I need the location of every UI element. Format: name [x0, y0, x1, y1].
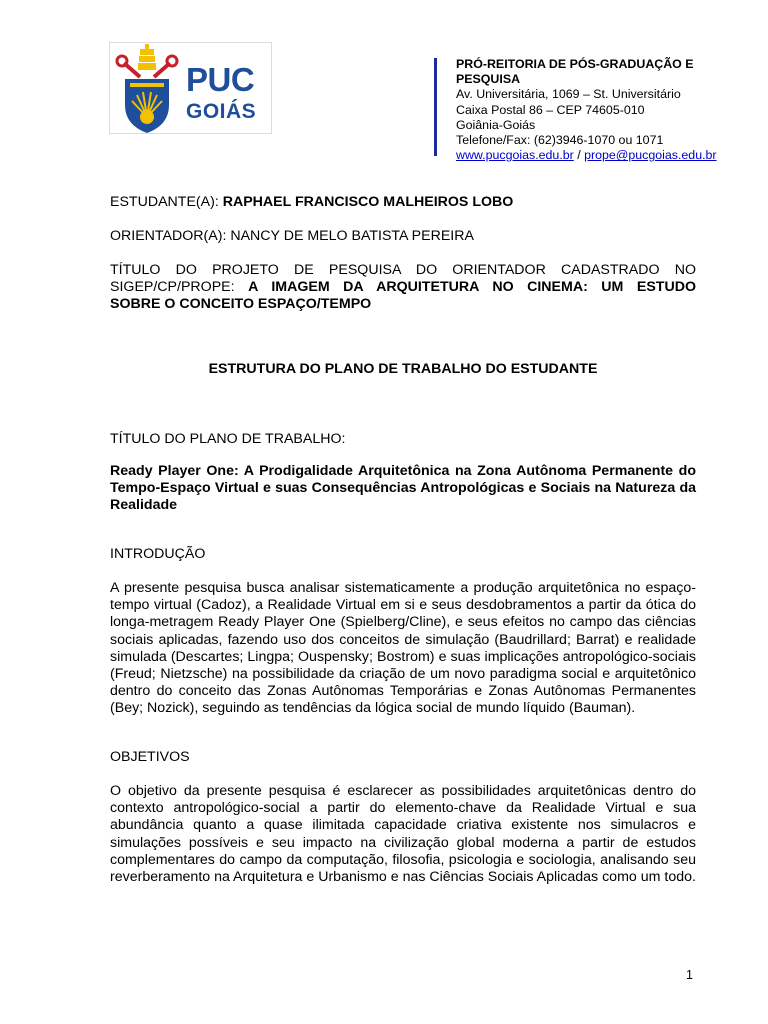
website-link[interactable]: www.pucgoias.edu.br [456, 148, 574, 163]
project-title-line2: SOBRE O CONCEITO ESPAÇO/TEMPO [110, 296, 372, 313]
header-phone: Telefone/Fax: (62)3946-1070 ou 1071 [456, 133, 664, 148]
puc-goias-logo [109, 42, 272, 134]
header-divider [434, 58, 437, 156]
project-title-block [110, 262, 696, 314]
student-line [110, 194, 696, 211]
logo-puc-text: PUC [186, 61, 255, 98]
objectives-heading: OBJETIVOS [110, 749, 190, 765]
advisor-name: NANCY DE MELO BATISTA PEREIRA [230, 228, 474, 244]
project-line2 [110, 279, 696, 296]
introduction-text: A presente pesquisa busca analisar sistematicamente a produção arquitetônica no espaço-tempo virtual (Cadoz), a Realidade Virtual em si e seus desdobramentos a partir da ótica do longa-metragem Ready Player One (Spielberg/Cline), e seus efeitos no campo das ciências sociais aplicadas, fazendo uso dos conceitos de simulação (Baudrillard; Barrat) e realidade simulada (Descartes; Lingpa; Ouspensky; Bostrom) e suas implicações antropológico-sociais (Freud; Nietzsche) na possibilidade da criação de um novo paradigma social e arquitetônico dentro do conceito das Zonas Autônomas Temporárias e Zonas Autônomas Permanentes (Bey; Nozick), seguindo as tendências da lógica social de mundo líquido (Bauman). [110, 580, 696, 717]
introduction-heading: INTRODUÇÃO [110, 546, 206, 562]
links-separator: / [573, 148, 585, 163]
header-links [456, 148, 756, 163]
header-address: Av. Universitária, 1069 – St. Universitário [456, 87, 681, 102]
section-heading: ESTRUTURA DO PLANO DE TRABALHO DO ESTUDANTE [208, 361, 598, 377]
email-link[interactable]: prope@pucgoias.edu.br [584, 148, 717, 163]
header-city: Goiânia-Goiás [456, 117, 536, 132]
plan-title-label: TÍTULO DO PLANO DE TRABALHO: [110, 431, 346, 447]
plan-title: Ready Player One: A Prodigalidade Arquitetônica na Zona Autônoma Permanente do Tempo-Espaço Virtual e suas Consequências Antropológicas e Sociais na Natureza da Realidade [110, 463, 696, 514]
logo-goias-text: GOIÁS [186, 100, 257, 123]
page-number: 1 [686, 968, 693, 982]
project-title-line1: A IMAGEM DA ARQUITETURA NO CINEMA: UM ESTUDO [248, 279, 696, 296]
header-org-line2: PESQUISA [456, 72, 521, 87]
header-info [456, 57, 756, 163]
header-postal: Caixa Postal 86 – CEP 74605-010 [456, 102, 645, 117]
project-label-line2: SIGEP/CP/PROPE: [110, 279, 249, 296]
advisor-line [110, 228, 696, 245]
advisor-label: ORIENTADOR(A): [110, 228, 231, 244]
student-name: RAPHAEL FRANCISCO MALHEIROS LOBO [222, 194, 514, 210]
header-org-line1: PRÓ-REITORIA DE PÓS-GRADUAÇÃO E [456, 57, 694, 71]
objectives-text: O objetivo da presente pesquisa é esclarecer as possibilidades arquitetônicas dentro do contexto antropológico-social a partir do elemento-chave da Realidade Virtual e sua abundância quanto a quase ilimitada capacidade criativa existente nos simulacros e simulações possíveis e seu impacto na civilização global moderna a partir de estudos complementares do campo da computação, filosofia, psicologia e sociologia, analisando seu reverberamento na Arquitetura e Urbanismo e nas Ciências Sociais Aplicadas como um todo. [110, 783, 696, 886]
project-label-line1: TÍTULO DO PROJETO DE PESQUISA DO ORIENTADOR CADASTRADO NO [110, 262, 696, 278]
student-label: ESTUDANTE(A): [110, 194, 223, 210]
